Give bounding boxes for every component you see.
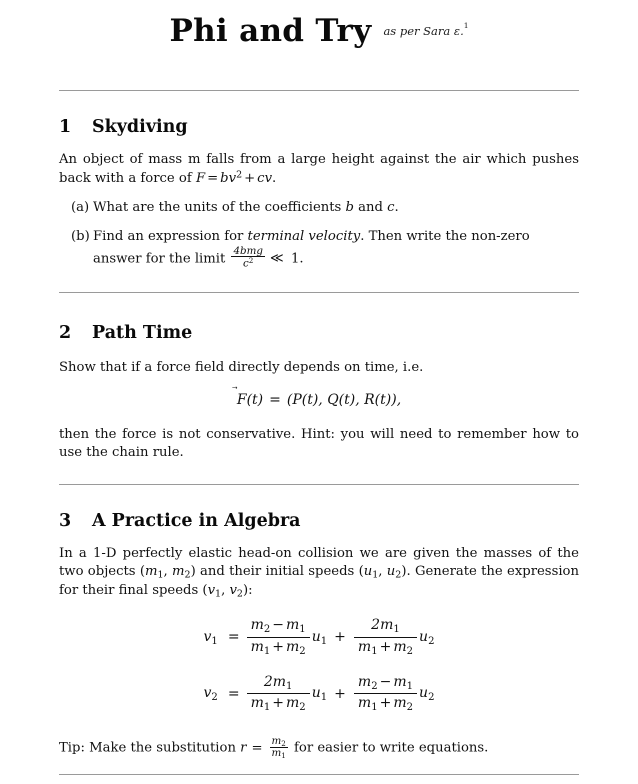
horizontal-rule-4 <box>0 774 638 775</box>
section-heading-1 <box>59 117 579 137</box>
section-number-2: 2 <box>59 322 72 343</box>
section-3-tip: Tip: Make the substitution r = $\frac{m_2}{m_1}$ for easier to write equations. <box>59 735 489 761</box>
mass-2-symbol: $m_2$ <box>172 563 191 581</box>
equation-v2-lhs: $v_2$ <box>203 684 218 703</box>
initial-speed-1-symbol: $u_1$ <box>363 563 379 581</box>
equation-v2-term2-num: $m_2 - m_1$ <box>357 673 414 692</box>
limit-fraction: $\frac{\text{4bmg}}{c^2}$ <box>233 244 263 270</box>
footnote-marker: 1 <box>463 21 469 31</box>
section-2-display-equation <box>59 392 579 408</box>
limit-fraction-den: $c^2$ <box>231 256 264 269</box>
list-marker-a: (a) <box>71 200 90 216</box>
section-2-paragraph-before: Show that if a force field directly depends on time, i.e. <box>59 359 424 375</box>
equation-v2-term2-fraction <box>354 674 417 714</box>
list-item-a <box>59 199 579 217</box>
final-speed-1-symbol: $v_1$ <box>207 582 222 600</box>
tip-equals: = <box>251 740 263 756</box>
equation-v1 <box>59 617 579 657</box>
equation-v2-term1-den: $m_1 + m_2$ <box>247 693 310 714</box>
section-1-text: An object of mass m falls from a large height against the air which pushes back with a force of <box>59 152 579 186</box>
section-path-time <box>59 293 579 484</box>
tip-fraction-den: $m_1$ <box>271 747 286 761</box>
section-title-1: Skydiving <box>92 117 188 138</box>
equation-v1-term1-fraction <box>247 617 310 657</box>
subtitle-text: as per Sara ε. <box>383 24 464 38</box>
section-1-formula-period: . <box>272 170 277 186</box>
section-title-2: Path Time <box>92 322 193 343</box>
equation-v2-equals: = <box>227 685 240 702</box>
coefficient-b: b <box>345 200 354 216</box>
mass-1-symbol: $m_1$ <box>144 563 164 581</box>
section-number-1: 1 <box>59 117 72 138</box>
section-heading-3 <box>59 511 579 531</box>
equation-v1-term1-num: $m_2 - m_1$ <box>250 617 306 636</box>
tip-fraction <box>270 736 288 760</box>
section-heading-2 <box>59 323 579 343</box>
document-header <box>0 0 638 48</box>
force-vector-arg: (t) <box>246 392 264 409</box>
much-less-than-icon: ≪ <box>269 251 284 267</box>
equation-v2-term1-var: $u_1$ <box>311 684 328 703</box>
list-marker-b: (b) <box>71 228 90 244</box>
equation-v1-term2-num: $2m_1$ <box>371 617 400 636</box>
coefficient-c: c <box>387 200 395 216</box>
section-number-3: 3 <box>59 510 72 531</box>
initial-speed-2-symbol: $u_2$ <box>386 563 402 581</box>
equals-sign: = <box>269 392 281 409</box>
final-speed-2-symbol: $v_2$ <box>229 582 243 600</box>
force-components: (P(t), Q(t), R(t)), <box>286 392 402 409</box>
equation-v2-term1-num: $2m_1$ <box>263 673 293 692</box>
equation-v2-term1-fraction <box>247 674 310 714</box>
list-item-a-text: What are the units of the coefficients b and c. <box>93 200 399 216</box>
equation-v1-term2-var: $u_2$ <box>419 628 435 647</box>
equation-v1-term1-den: $m_1 + m_2$ <box>247 637 310 658</box>
page-title: Phi and Try <box>169 13 372 49</box>
section-title-3: A Practice in Algebra <box>92 510 301 531</box>
tip-fraction-num: $m_2$ <box>271 735 286 748</box>
equation-v1-equals: = <box>227 629 240 646</box>
section-1-list <box>59 199 579 270</box>
section-1-formula: $F = bv^2$ + cv <box>195 168 273 186</box>
equation-v1-lhs: $v_1$ <box>203 628 218 647</box>
section-2-paragraph-after: then the force is not conservative. Hint: you will need to remember how to use the chain rule. <box>59 427 579 461</box>
equation-v2-term2-var: $u_2$ <box>419 684 435 703</box>
section-practice-algebra <box>59 485 579 774</box>
list-item-b <box>59 228 579 270</box>
document-subtitle <box>383 21 469 38</box>
equation-v1-plus: + <box>334 629 346 646</box>
emphasis-terminal-velocity: terminal velocity <box>247 228 361 244</box>
equation-v1-term2-den: $m_1 + m_2$ <box>354 637 417 658</box>
section-1-paragraph <box>59 151 579 187</box>
equation-v2-term2-den: $m_1 + m_2$ <box>354 693 417 714</box>
section-skydiving <box>59 91 579 292</box>
section-3-paragraph: In a 1-D perfectly elastic head-on collision we are given the masses of the two objects ($m_1$, $m_2$) and their initial speeds ($u_1$, $u_2$). Generate the expression for their final speeds ($v_1$, $v_2$): <box>59 545 579 600</box>
tip-ratio-symbol: r <box>240 740 247 756</box>
equation-v1-term2-fraction <box>354 617 417 657</box>
equation-v1-term1-var: $u_1$ <box>311 628 328 647</box>
list-item-b-text: Find an expression for terminal velocity. Then write the non-zero answer for the limit $\frac{\text{4bmg}}{c^2}$ ≪ 1. <box>93 228 530 270</box>
equation-v2-plus: + <box>334 685 346 702</box>
equation-v2 <box>59 674 579 714</box>
force-vector-symbol: F <box>236 392 247 409</box>
